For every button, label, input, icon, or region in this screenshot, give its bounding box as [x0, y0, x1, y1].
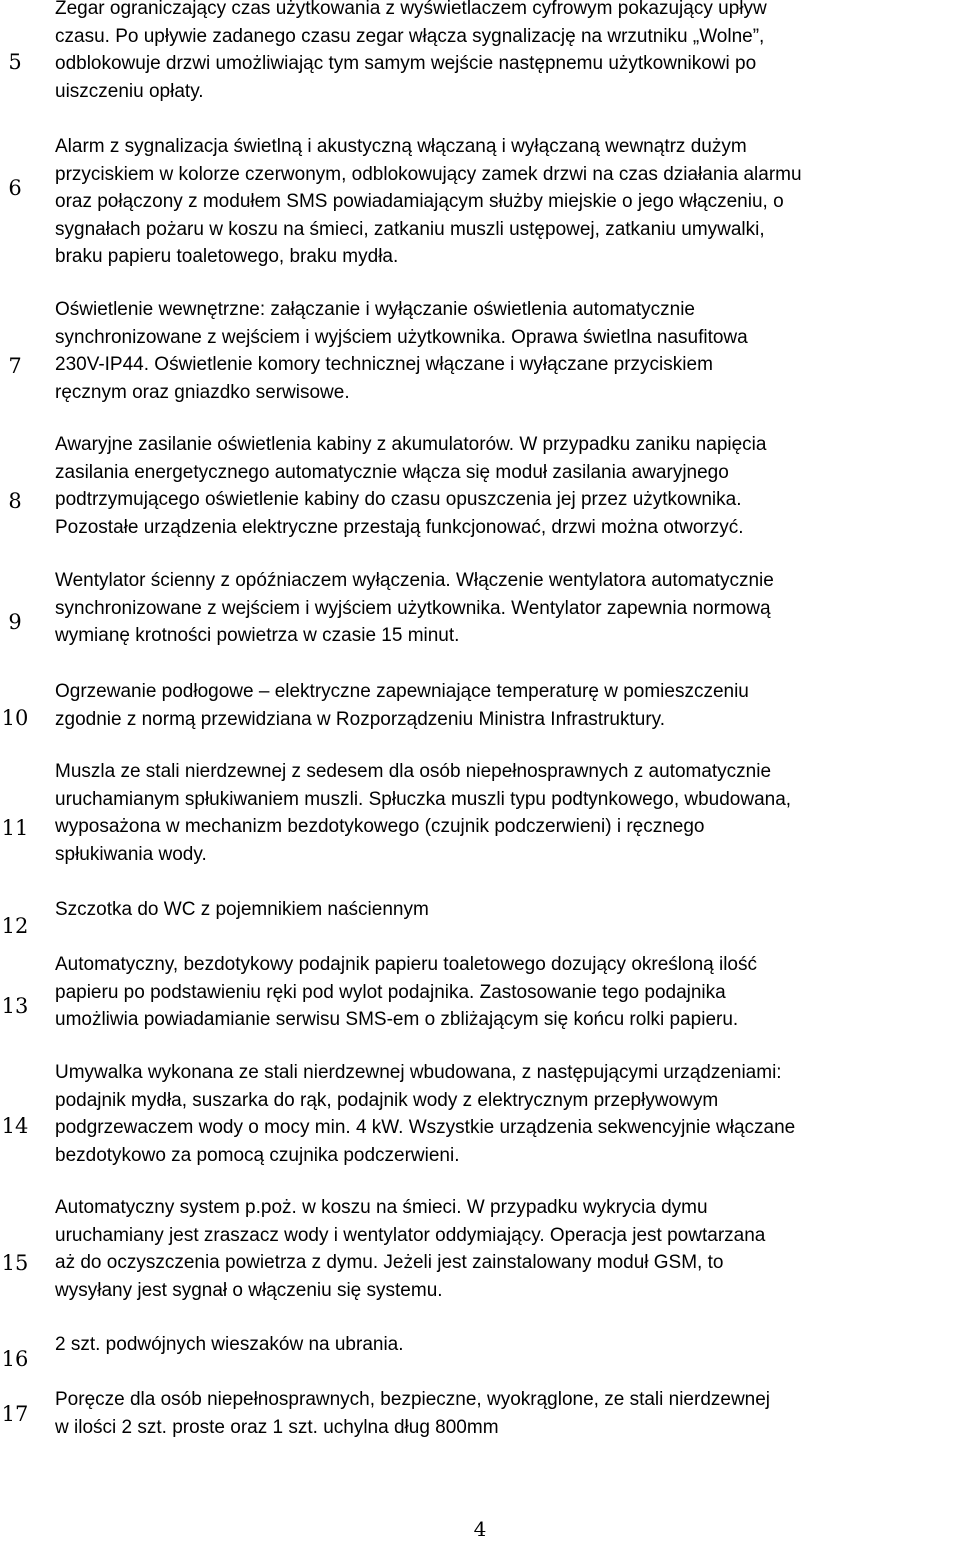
- item-text: Awaryjne zasilanie oświetlenia kabiny z akumulatorów. W przypadku zaniku napięcia zasilania energetycznego automatycznie włącza się moduł zasilania awaryjnego podtrzymującego oświetlenie kabiny do czasu opuszczenia jej przez użytkownika. Pozostałe urządzenia elektryczne przestają funkcjonować, drzwi można otworzyć.: [55, 434, 767, 538]
- item-text: Muszla ze stali nierdzewnej z sedesem dla osób niepełnosprawnych z automatycznie uruchamianym spłukiwaniem muszli. Spłuczka muszli typu podtynkowego, wbudowana, wyposażona w mechanizm bezdotykowego (czujnik podczerwieni) i ręcznego spłukiwania wody.: [55, 761, 792, 865]
- item-number: 5: [8, 50, 22, 74]
- item-text: Szczotka do WC z pojemnikiem naściennym: [55, 899, 429, 920]
- item-text: Poręcze dla osób niepełnosprawnych, bezpieczne, wyokrąglone, ze stali nierdzewnej w ilości 2 szt. proste oraz 1 szt. uchylna dług 800mm: [55, 1389, 771, 1438]
- item-text: 2 szt. podwójnych wieszaków na ubrania.: [55, 1334, 404, 1355]
- item-number: 17: [1, 1402, 29, 1426]
- item-text: Automatyczny, bezdotykowy podajnik papieru toaletowego dozujący określoną ilość papieru po podstawieniu ręki pod wylot podajnika. Zastosowanie tego podajnika umożliwia powiadamianie serwisu SMS-em o zbliżającym się końcu rolki papieru.: [55, 954, 757, 1031]
- item-number: 16: [1, 1347, 29, 1371]
- page-number: 4: [473, 1517, 487, 1541]
- item-number: 14: [1, 1114, 29, 1138]
- item-number: 6: [8, 176, 22, 200]
- item-text: Umywalka wykonana ze stali nierdzewnej wbudowana, z następującymi urządzeniami: podajnik mydła, suszarka do rąk, podajnik wody z elektrycznym przepływowym podgrzewaczem wody o mocy min. 4 kW. Wszystkie urządzenia sekwencyjnie włączane bezdotykowo za pomocą czujnika podczerwieni.: [55, 1062, 796, 1166]
- item-number: 9: [8, 610, 22, 634]
- item-text: Wentylator ścienny z opóźniaczem wyłączenia. Włączenie wentylatora automatycznie synchronizowane z wejściem i wyjściem użytkownika. Wentylator zapewnia normową wymianę krotności powietrza w czasie 15 minut.: [55, 570, 774, 647]
- item-text: Zegar ograniczający czas użytkowania z wyświetlaczem cyfrowym pokazujący upływ czasu. Po upływie zadanego czasu zegar włącza sygnalizację na wrzutniku „Wolne”, odblokowuje drzwi umożliwiając tym samym wejście następnemu użytkownikowi po uiszczeniu opłaty.: [55, 0, 767, 102]
- item-number: 8: [8, 489, 22, 513]
- item-number: 10: [1, 706, 29, 730]
- item-number: 11: [1, 816, 29, 840]
- item-text: Automatyczny system p.poż. w koszu na śmieci. W przypadku wykrycia dymu uruchamiany jest zraszacz wody i wentylator oddymiający. Operacja jest powtarzana aż do oczyszczenia powietrza z dymu. Jeżeli jest zainstalowany moduł GSM, to wysyłany jest sygnał o włączeniu się systemu.: [55, 1197, 766, 1301]
- item-number: 7: [8, 354, 22, 378]
- item-text: Oświetlenie wewnętrzne: załączanie i wyłączanie oświetlenia automatycznie synchronizowane z wejściem i wyjściem użytkownika. Oprawa świetlna nasufitowa 230V-IP44. Oświetlenie komory technicznej włączane i wyłączane przyciskiem ręcznym oraz gniazdko serwisowe.: [55, 299, 748, 403]
- item-number: 15: [1, 1251, 29, 1275]
- item-text: Alarm z sygnalizacja świetlną i akustyczną włączaną i wyłączaną wewnątrz dużym przyciskiem w kolorze czerwonym, odblokowujący zamek drzwi na czas działania alarmu oraz połączony z modułem SMS powiadamiającym służby miejskie o jego włączeniu, o sygnałach pożaru w koszu na śmieci, zatkaniu muszli ustępowej, zatkaniu umywalki, braku papieru toaletowego, braku mydła.: [55, 136, 802, 268]
- item-number: 12: [1, 914, 29, 938]
- item-text: Ogrzewanie podłogowe – elektryczne zapewniające temperaturę w pomieszczeniu zgodnie z normą przewidziana w Rozporządzeniu Ministra Infrastruktury.: [55, 681, 749, 730]
- item-number: 13: [1, 994, 29, 1018]
